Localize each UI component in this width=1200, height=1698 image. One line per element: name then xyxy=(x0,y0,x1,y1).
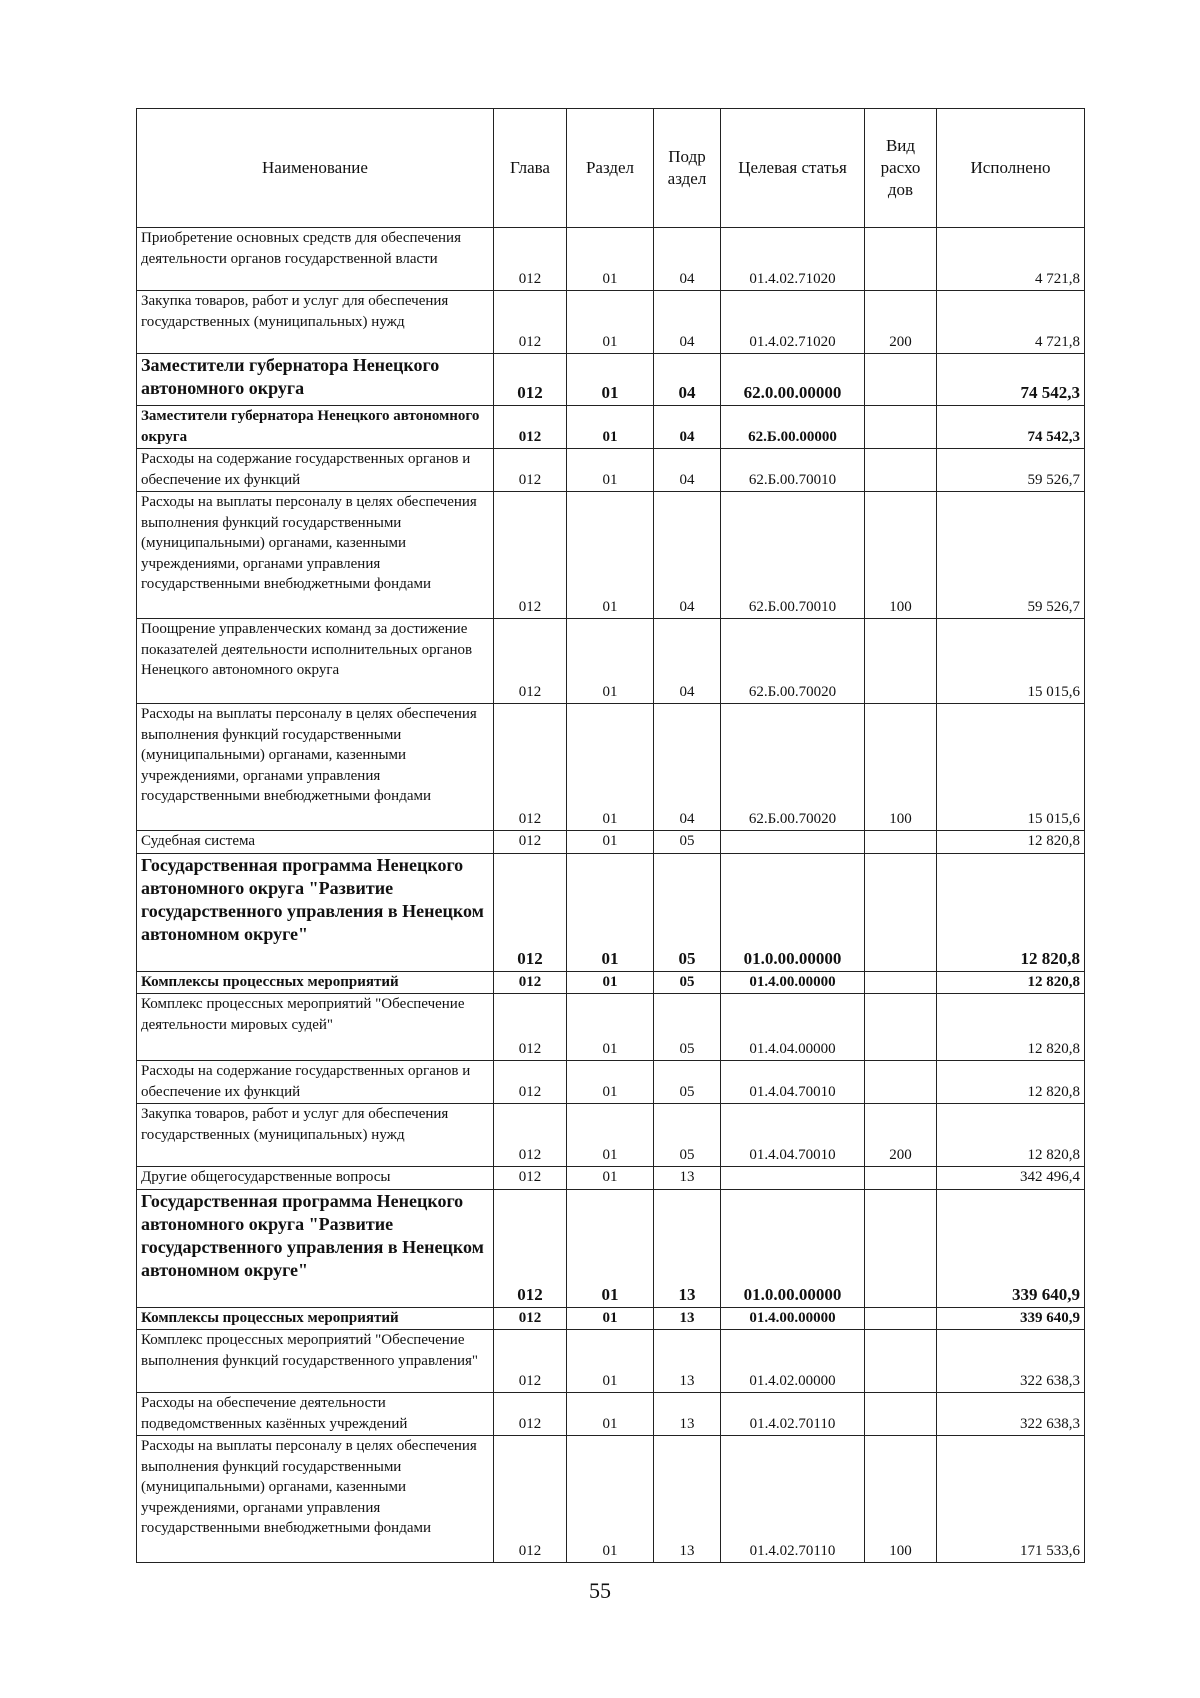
row-section: 01 xyxy=(567,1104,654,1167)
row-chapter: 012 xyxy=(494,492,567,619)
table-row xyxy=(137,449,1085,492)
row-name: Поощрение управленческих команд за достижение показателей деятельности исполнительных органов Ненецкого автономного округа xyxy=(137,619,494,704)
table-header-row xyxy=(137,109,1085,228)
row-target: 01.4.04.00000 xyxy=(721,994,865,1061)
row-subsection: 13 xyxy=(654,1167,721,1190)
row-amount: 74 542,3 xyxy=(937,354,1085,406)
row-name: Расходы на содержание государственных органов и обеспечение их функций xyxy=(137,1061,494,1104)
row-chapter: 012 xyxy=(494,449,567,492)
budget-execution-table xyxy=(136,108,1085,1563)
header-chapter: Глава xyxy=(494,109,567,228)
row-exp-type: 200 xyxy=(865,291,937,354)
row-exp-type xyxy=(865,1189,937,1307)
row-subsection: 05 xyxy=(654,971,721,994)
row-name: Заместители губернатора Ненецкого автономного округа xyxy=(137,406,494,449)
row-subsection: 05 xyxy=(654,853,721,971)
row-amount: 74 542,3 xyxy=(937,406,1085,449)
row-subsection: 05 xyxy=(654,1104,721,1167)
row-name: Расходы на обеспечение деятельности подведомственных казённых учреждений xyxy=(137,1393,494,1436)
row-section: 01 xyxy=(567,1393,654,1436)
row-subsection: 13 xyxy=(654,1393,721,1436)
row-exp-type xyxy=(865,1393,937,1436)
row-chapter: 012 xyxy=(494,228,567,291)
row-exp-type xyxy=(865,406,937,449)
table-row xyxy=(137,1307,1085,1330)
row-subsection: 05 xyxy=(654,994,721,1061)
row-exp-type xyxy=(865,1167,937,1190)
row-subsection: 04 xyxy=(654,619,721,704)
table-row xyxy=(137,971,1085,994)
row-exp-type xyxy=(865,853,937,971)
table-row xyxy=(137,1436,1085,1563)
row-name: Комплекс процессных мероприятий "Обеспечение выполнения функций государственного управления" xyxy=(137,1330,494,1393)
row-chapter: 012 xyxy=(494,619,567,704)
row-exp-type: 100 xyxy=(865,1436,937,1563)
row-chapter: 012 xyxy=(494,354,567,406)
table-row xyxy=(137,831,1085,854)
row-name: Комплексы процессных мероприятий xyxy=(137,1307,494,1330)
row-name: Расходы на выплаты персоналу в целях обеспечения выполнения функций государственными (муниципальными) органами, казенными учреждениями, органами управления государственными внебюджетными фондами xyxy=(137,1436,494,1563)
row-amount: 171 533,6 xyxy=(937,1436,1085,1563)
row-section: 01 xyxy=(567,492,654,619)
row-exp-type: 100 xyxy=(865,492,937,619)
row-section: 01 xyxy=(567,1167,654,1190)
row-section: 01 xyxy=(567,406,654,449)
row-name: Закупка товаров, работ и услуг для обеспечения государственных (муниципальных) нужд xyxy=(137,291,494,354)
row-section: 01 xyxy=(567,1061,654,1104)
row-amount: 12 820,8 xyxy=(937,853,1085,971)
row-subsection: 04 xyxy=(654,291,721,354)
row-target: 01.4.04.70010 xyxy=(721,1104,865,1167)
row-section: 01 xyxy=(567,1330,654,1393)
row-target: 01.4.00.00000 xyxy=(721,971,865,994)
row-name: Государственная программа Ненецкого автономного округа "Развитие государственного управления в Ненецком автономном округе" xyxy=(137,853,494,971)
header-exp-type: Вид расхо дов xyxy=(865,109,937,228)
row-amount: 322 638,3 xyxy=(937,1330,1085,1393)
row-name: Заместители губернатора Ненецкого автономного округа xyxy=(137,354,494,406)
row-target: 01.4.02.70110 xyxy=(721,1436,865,1563)
row-section: 01 xyxy=(567,994,654,1061)
row-section: 01 xyxy=(567,1189,654,1307)
row-section: 01 xyxy=(567,1436,654,1563)
row-chapter: 012 xyxy=(494,1307,567,1330)
row-chapter: 012 xyxy=(494,1393,567,1436)
row-section: 01 xyxy=(567,704,654,831)
table-row xyxy=(137,1189,1085,1307)
row-name: Закупка товаров, работ и услуг для обеспечения государственных (муниципальных) нужд xyxy=(137,1104,494,1167)
table-row xyxy=(137,619,1085,704)
table-row xyxy=(137,492,1085,619)
row-chapter: 012 xyxy=(494,994,567,1061)
row-subsection: 13 xyxy=(654,1189,721,1307)
row-target xyxy=(721,1167,865,1190)
row-exp-type xyxy=(865,1061,937,1104)
table-row xyxy=(137,994,1085,1061)
row-target: 01.4.00.00000 xyxy=(721,1307,865,1330)
row-amount: 12 820,8 xyxy=(937,994,1085,1061)
row-name: Расходы на выплаты персоналу в целях обеспечения выполнения функций государственными (муниципальными) органами, казенными учреждениями, органами управления государственными внебюджетными фондами xyxy=(137,704,494,831)
row-chapter: 012 xyxy=(494,1167,567,1190)
header-subsection: Подр аздел xyxy=(654,109,721,228)
row-section: 01 xyxy=(567,1307,654,1330)
row-exp-type: 100 xyxy=(865,704,937,831)
row-target: 62.Б.00.00000 xyxy=(721,406,865,449)
row-subsection: 05 xyxy=(654,1061,721,1104)
row-chapter: 012 xyxy=(494,1436,567,1563)
row-exp-type xyxy=(865,619,937,704)
row-amount: 4 721,8 xyxy=(937,228,1085,291)
row-amount: 59 526,7 xyxy=(937,449,1085,492)
row-target: 62.Б.00.70010 xyxy=(721,492,865,619)
row-exp-type xyxy=(865,971,937,994)
table-row xyxy=(137,406,1085,449)
row-section: 01 xyxy=(567,228,654,291)
row-section: 01 xyxy=(567,291,654,354)
row-exp-type xyxy=(865,228,937,291)
row-target: 01.4.02.71020 xyxy=(721,291,865,354)
page-number: 55 xyxy=(589,1578,611,1603)
row-name: Комплексы процессных мероприятий xyxy=(137,971,494,994)
row-exp-type xyxy=(865,1330,937,1393)
row-target: 62.Б.00.70020 xyxy=(721,704,865,831)
row-subsection: 05 xyxy=(654,831,721,854)
row-subsection: 04 xyxy=(654,354,721,406)
row-exp-type xyxy=(865,354,937,406)
row-amount: 12 820,8 xyxy=(937,831,1085,854)
table-row xyxy=(137,1167,1085,1190)
row-subsection: 13 xyxy=(654,1330,721,1393)
row-amount: 322 638,3 xyxy=(937,1393,1085,1436)
row-chapter: 012 xyxy=(494,1061,567,1104)
row-chapter: 012 xyxy=(494,291,567,354)
row-name: Судебная система xyxy=(137,831,494,854)
row-section: 01 xyxy=(567,831,654,854)
row-subsection: 04 xyxy=(654,704,721,831)
table-row xyxy=(137,853,1085,971)
row-chapter: 012 xyxy=(494,704,567,831)
row-amount: 342 496,4 xyxy=(937,1167,1085,1190)
row-target: 01.4.04.70010 xyxy=(721,1061,865,1104)
row-target: 62.Б.00.70020 xyxy=(721,619,865,704)
row-subsection: 04 xyxy=(654,492,721,619)
table-row xyxy=(137,291,1085,354)
row-subsection: 04 xyxy=(654,406,721,449)
row-section: 01 xyxy=(567,619,654,704)
row-amount: 12 820,8 xyxy=(937,1061,1085,1104)
row-section: 01 xyxy=(567,354,654,406)
row-section: 01 xyxy=(567,971,654,994)
row-name: Расходы на содержание государственных органов и обеспечение их функций xyxy=(137,449,494,492)
row-target: 62.Б.00.70010 xyxy=(721,449,865,492)
row-exp-type xyxy=(865,449,937,492)
row-amount: 4 721,8 xyxy=(937,291,1085,354)
row-subsection: 13 xyxy=(654,1436,721,1563)
row-amount: 339 640,9 xyxy=(937,1189,1085,1307)
row-amount: 59 526,7 xyxy=(937,492,1085,619)
header-name: Наименование xyxy=(137,109,494,228)
row-amount: 15 015,6 xyxy=(937,704,1085,831)
row-exp-type xyxy=(865,1307,937,1330)
row-amount: 339 640,9 xyxy=(937,1307,1085,1330)
header-target: Целевая статья xyxy=(721,109,865,228)
row-subsection: 04 xyxy=(654,449,721,492)
header-section: Раздел xyxy=(567,109,654,228)
row-target: 01.4.02.70110 xyxy=(721,1393,865,1436)
table-row xyxy=(137,704,1085,831)
table-row xyxy=(137,228,1085,291)
row-target xyxy=(721,831,865,854)
row-amount: 15 015,6 xyxy=(937,619,1085,704)
row-amount: 12 820,8 xyxy=(937,971,1085,994)
row-chapter: 012 xyxy=(494,1189,567,1307)
table-row xyxy=(137,1061,1085,1104)
table-row xyxy=(137,1393,1085,1436)
row-chapter: 012 xyxy=(494,406,567,449)
row-chapter: 012 xyxy=(494,853,567,971)
row-subsection: 04 xyxy=(654,228,721,291)
row-chapter: 012 xyxy=(494,1330,567,1393)
row-target: 01.4.02.71020 xyxy=(721,228,865,291)
row-section: 01 xyxy=(567,449,654,492)
table-row xyxy=(137,1330,1085,1393)
row-name: Другие общегосударственные вопросы xyxy=(137,1167,494,1190)
row-chapter: 012 xyxy=(494,971,567,994)
row-exp-type: 200 xyxy=(865,1104,937,1167)
row-chapter: 012 xyxy=(494,1104,567,1167)
table-row xyxy=(137,354,1085,406)
row-target: 01.0.00.00000 xyxy=(721,1189,865,1307)
row-section: 01 xyxy=(567,853,654,971)
row-subsection: 13 xyxy=(654,1307,721,1330)
row-target: 01.4.02.00000 xyxy=(721,1330,865,1393)
row-chapter: 012 xyxy=(494,831,567,854)
row-target: 01.0.00.00000 xyxy=(721,853,865,971)
row-exp-type xyxy=(865,831,937,854)
row-name: Комплекс процессных мероприятий "Обеспечение деятельности мировых судей" xyxy=(137,994,494,1061)
row-exp-type xyxy=(865,994,937,1061)
header-executed: Исполнено xyxy=(937,109,1085,228)
row-target: 62.0.00.00000 xyxy=(721,354,865,406)
row-name: Приобретение основных средств для обеспечения деятельности органов государственной власти xyxy=(137,228,494,291)
row-amount: 12 820,8 xyxy=(937,1104,1085,1167)
row-name: Расходы на выплаты персоналу в целях обеспечения выполнения функций государственными (муниципальными) органами, казенными учреждениями, органами управления государственными внебюджетными фондами xyxy=(137,492,494,619)
table-row xyxy=(137,1104,1085,1167)
row-name: Государственная программа Ненецкого автономного округа "Развитие государственного управления в Ненецком автономном округе" xyxy=(137,1189,494,1307)
